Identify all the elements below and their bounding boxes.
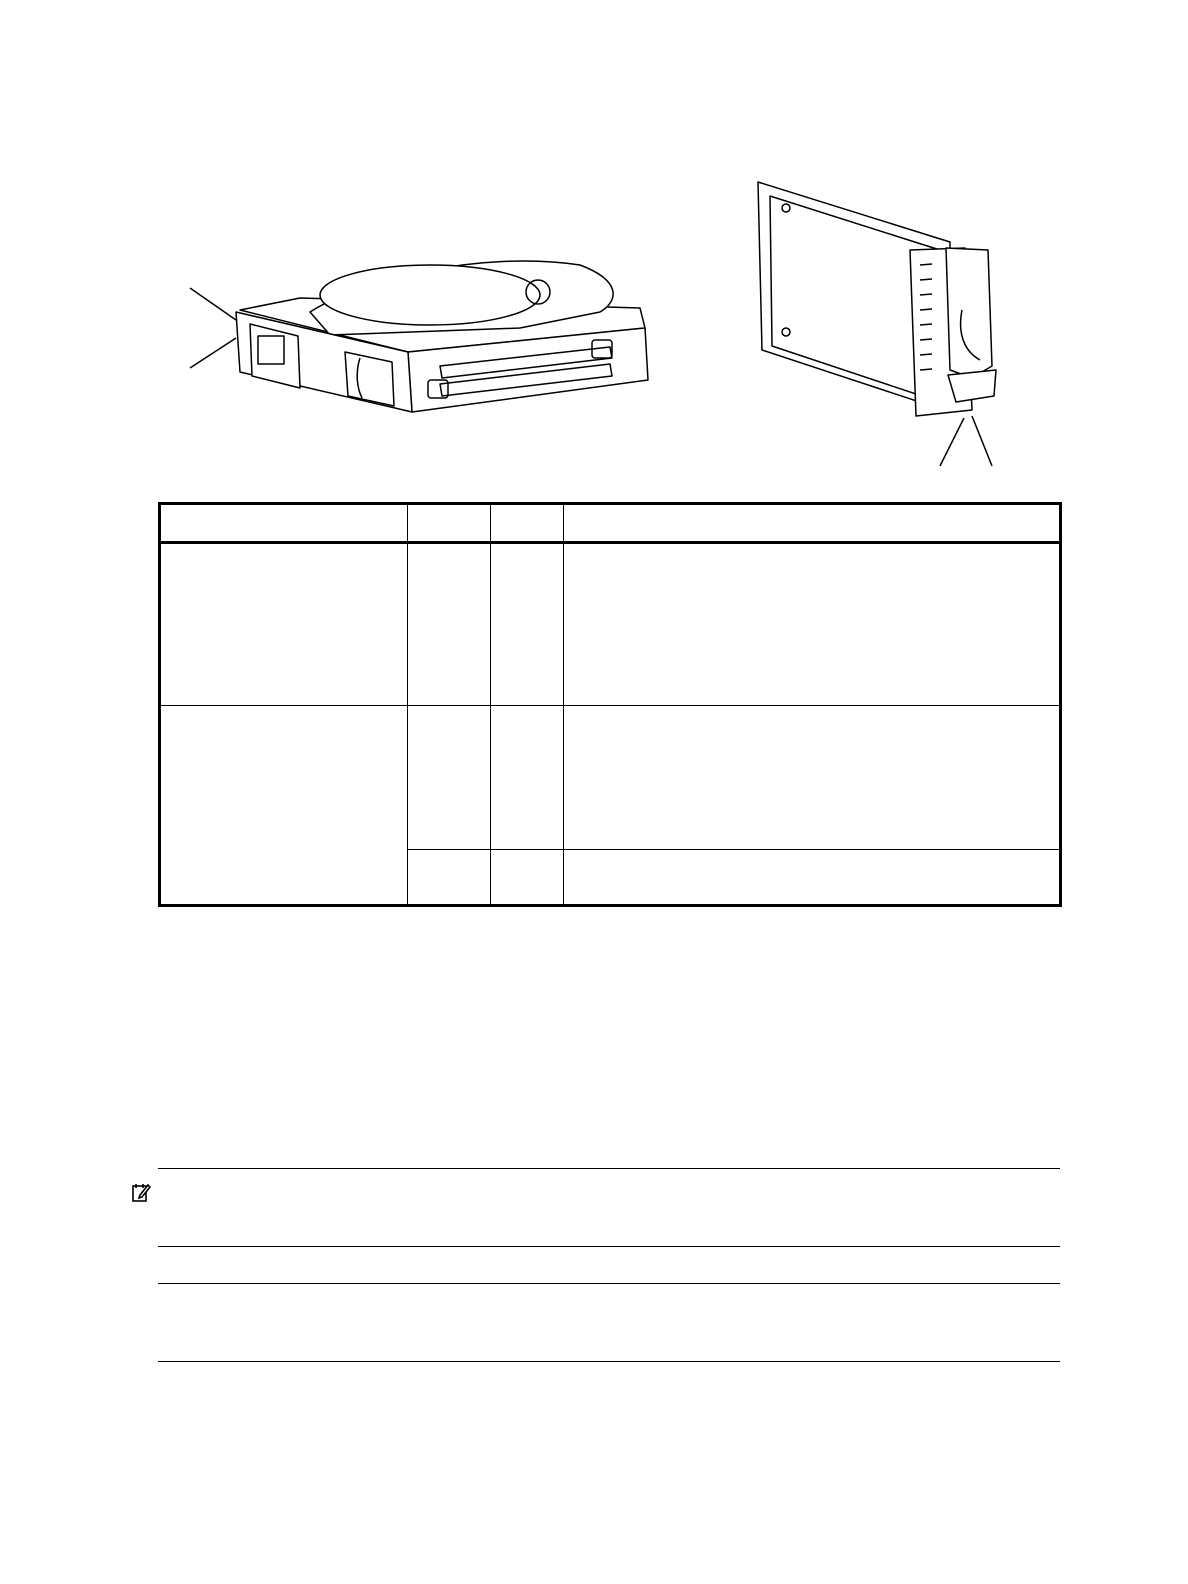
table-row — [160, 705, 1061, 849]
table-cell — [564, 543, 1061, 706]
header-cell — [408, 504, 491, 543]
table-cell — [491, 543, 564, 706]
important-top-rule — [158, 1168, 1060, 1169]
header-cell — [491, 504, 564, 543]
table-row — [160, 543, 1061, 706]
callout-line-1 — [190, 288, 236, 320]
table-cell — [564, 849, 1061, 905]
note-top-rule — [158, 1283, 1060, 1284]
table-cell — [408, 705, 491, 849]
drive-led-table — [158, 502, 1062, 907]
lff-drive-illustration — [180, 240, 680, 440]
header-cell — [564, 504, 1061, 543]
table-cell — [408, 543, 491, 706]
table-cell — [408, 849, 491, 905]
table-cell — [491, 849, 564, 905]
sff-drive-illustration — [750, 170, 1030, 480]
table-header-row — [160, 504, 1061, 543]
callout-line-2 — [190, 338, 236, 368]
note-bottom-rule — [158, 1361, 1060, 1362]
callout-line-3 — [940, 418, 964, 466]
important-note-icon — [130, 1182, 152, 1204]
table-cell — [564, 705, 1061, 849]
table-cell — [160, 543, 408, 706]
header-cell — [160, 504, 408, 543]
important-bottom-rule — [158, 1246, 1060, 1247]
callout-line-4 — [972, 416, 992, 466]
table-cell — [160, 705, 408, 905]
table-cell — [491, 705, 564, 849]
